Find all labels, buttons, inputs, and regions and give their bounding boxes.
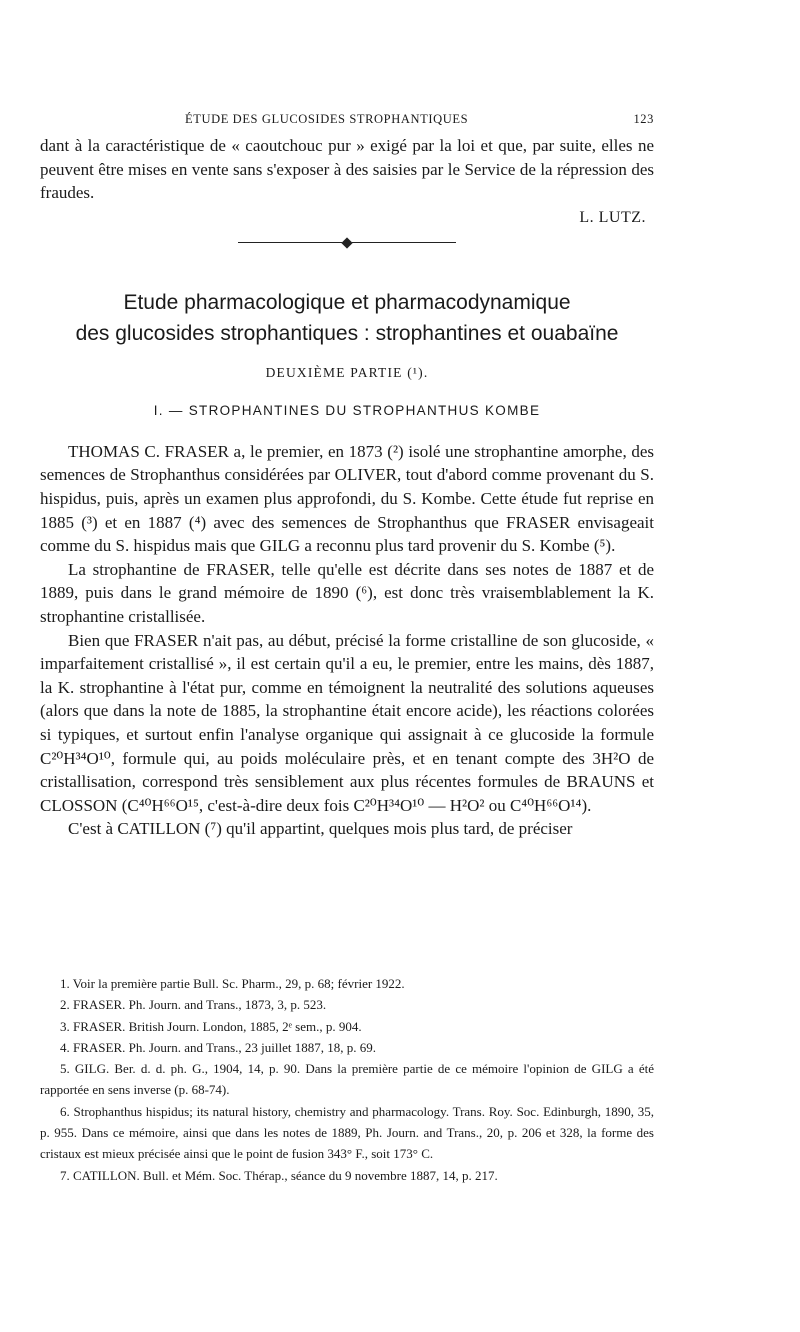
running-head	[45, 112, 654, 134]
carryover-paragraph: dant à la caractéristique de « caoutchouc pur » exigé par la loi et que, par suite, elles ne peuvent être mises en vente sans s'exposer à des saisies par le Service de la répression des fraudes.	[40, 136, 654, 203]
footnote-1: 1. Voir la première partie Bull. Sc. Pharm., 29, p. 68; février 1922.	[60, 976, 405, 991]
paragraph-4: C'est à CATILLON (⁷) qu'il appartint, quelques mois plus tard, de préciser	[68, 819, 573, 839]
divider-line-right	[352, 242, 456, 243]
footnote-3: 3. FRASER. British Journ. London, 1885, 2ᵉ sem., p. 904.	[60, 1018, 362, 1034]
article-title	[40, 287, 654, 349]
footnotes	[40, 973, 654, 1186]
page-body	[40, 112, 654, 841]
footnote-6: 6. Strophanthus hispidus; its natural history, chemistry and pharmacology. Trans. Roy. Soc. Edinburgh, 1890, 35, p. 955. Dans ce mémoire, ainsi que dans les notes de 1889, Ph. Journ. and Trans., 20, p. 206 et 328, la forme des cristaux est mieux précisée ainsi que le point de fusion 343° F., soit 173° C.	[40, 1103, 654, 1162]
paragraph-3: Bien que FRASER n'ait pas, au début, précisé la forme cristalline de son glucoside, « imparfaitement cristallisé », il est certain qu'il a eu, le premier, entre les mains, dès 1887, la K. strophantine à l'état pur, comme en témoignent la neutralité des solutions aqueuses (alors que dans la note de 1885, la strophantine était encore acide), les réactions colorées si typiques, et surtout enfin l'analyse organique qui assignait à ce glucoside la formule C²⁰H³⁴O¹⁰, formule qui, au poids moléculaire près, et en tenant compte des 3H²O de cristallisation, correspond très sensiblement aux plus récentes formules de BRAUNS et CLOSSON (C⁴⁰H⁶⁶O¹⁵, c'est-à-dire deux fois C²⁰H³⁴O¹⁰ — H²O² ou C⁴⁰H⁶⁶O¹⁴).	[40, 630, 654, 815]
footnote-7: 7. CATILLON. Bull. et Mém. Soc. Thérap., séance du 9 novembre 1887, 14, p. 217.	[60, 1167, 498, 1183]
paragraph-2: La strophantine de FRASER, telle qu'elle est décrite dans ses notes de 1887 et de 1889, puis dans le grand mémoire de 1890 (⁶), est donc très vraisemblablement la K. strophantine cristallisée.	[40, 559, 654, 626]
section-divider	[40, 239, 654, 247]
page-number: 123	[633, 112, 654, 126]
footnote-4: 4. FRASER. Ph. Journ. and Trans., 23 juillet 1887, 18, p. 69.	[60, 1039, 377, 1055]
footnote-2: 2. FRASER. Ph. Journ. and Trans., 1873, 3, p. 523.	[60, 997, 327, 1013]
diamond-ornament-icon	[341, 237, 352, 248]
article-title-line-2: des glucosides strophantiques : strophantines et ouabaïne	[75, 321, 619, 345]
section-heading: I. — STROPHANTINES DU STROPHANTHUS KOMBE	[153, 402, 541, 418]
author-signature: L. LUTZ.	[579, 208, 646, 226]
footnote-5: 5. GILG. Ber. d. d. ph. G., 1904, 14, p. 90. Dans la première partie de ce mémoire l'opinion de GILG a été rapportée en sens inverse (p. 68-74).	[40, 1061, 654, 1098]
part-heading: DEUXIÈME PARTIE (¹).	[265, 364, 429, 380]
paragraph-1: THOMAS C. FRASER a, le premier, en 1873 (²) isolé une strophantine amorphe, des semences de Strophanthus considérées par OLIVER, tout d'abord comme provenant du S. hispidus, puis, après un examen plus approfondi, du S. Kombe. Cette étude fut reprise en 1885 (³) et en 1887 (⁴) avec des semences de Strophanthus que FRASER envisageait comme du S. hispidus mais que GILG a reconnu plus tard provenir du S. Kombe (⁵).	[40, 441, 654, 556]
running-head-title: ÉTUDE DES GLUCOSIDES STROPHANTIQUES	[185, 112, 469, 126]
article-title-line-1: Etude pharmacologique et pharmacodynamique	[123, 290, 571, 314]
divider-line-left	[238, 242, 342, 243]
